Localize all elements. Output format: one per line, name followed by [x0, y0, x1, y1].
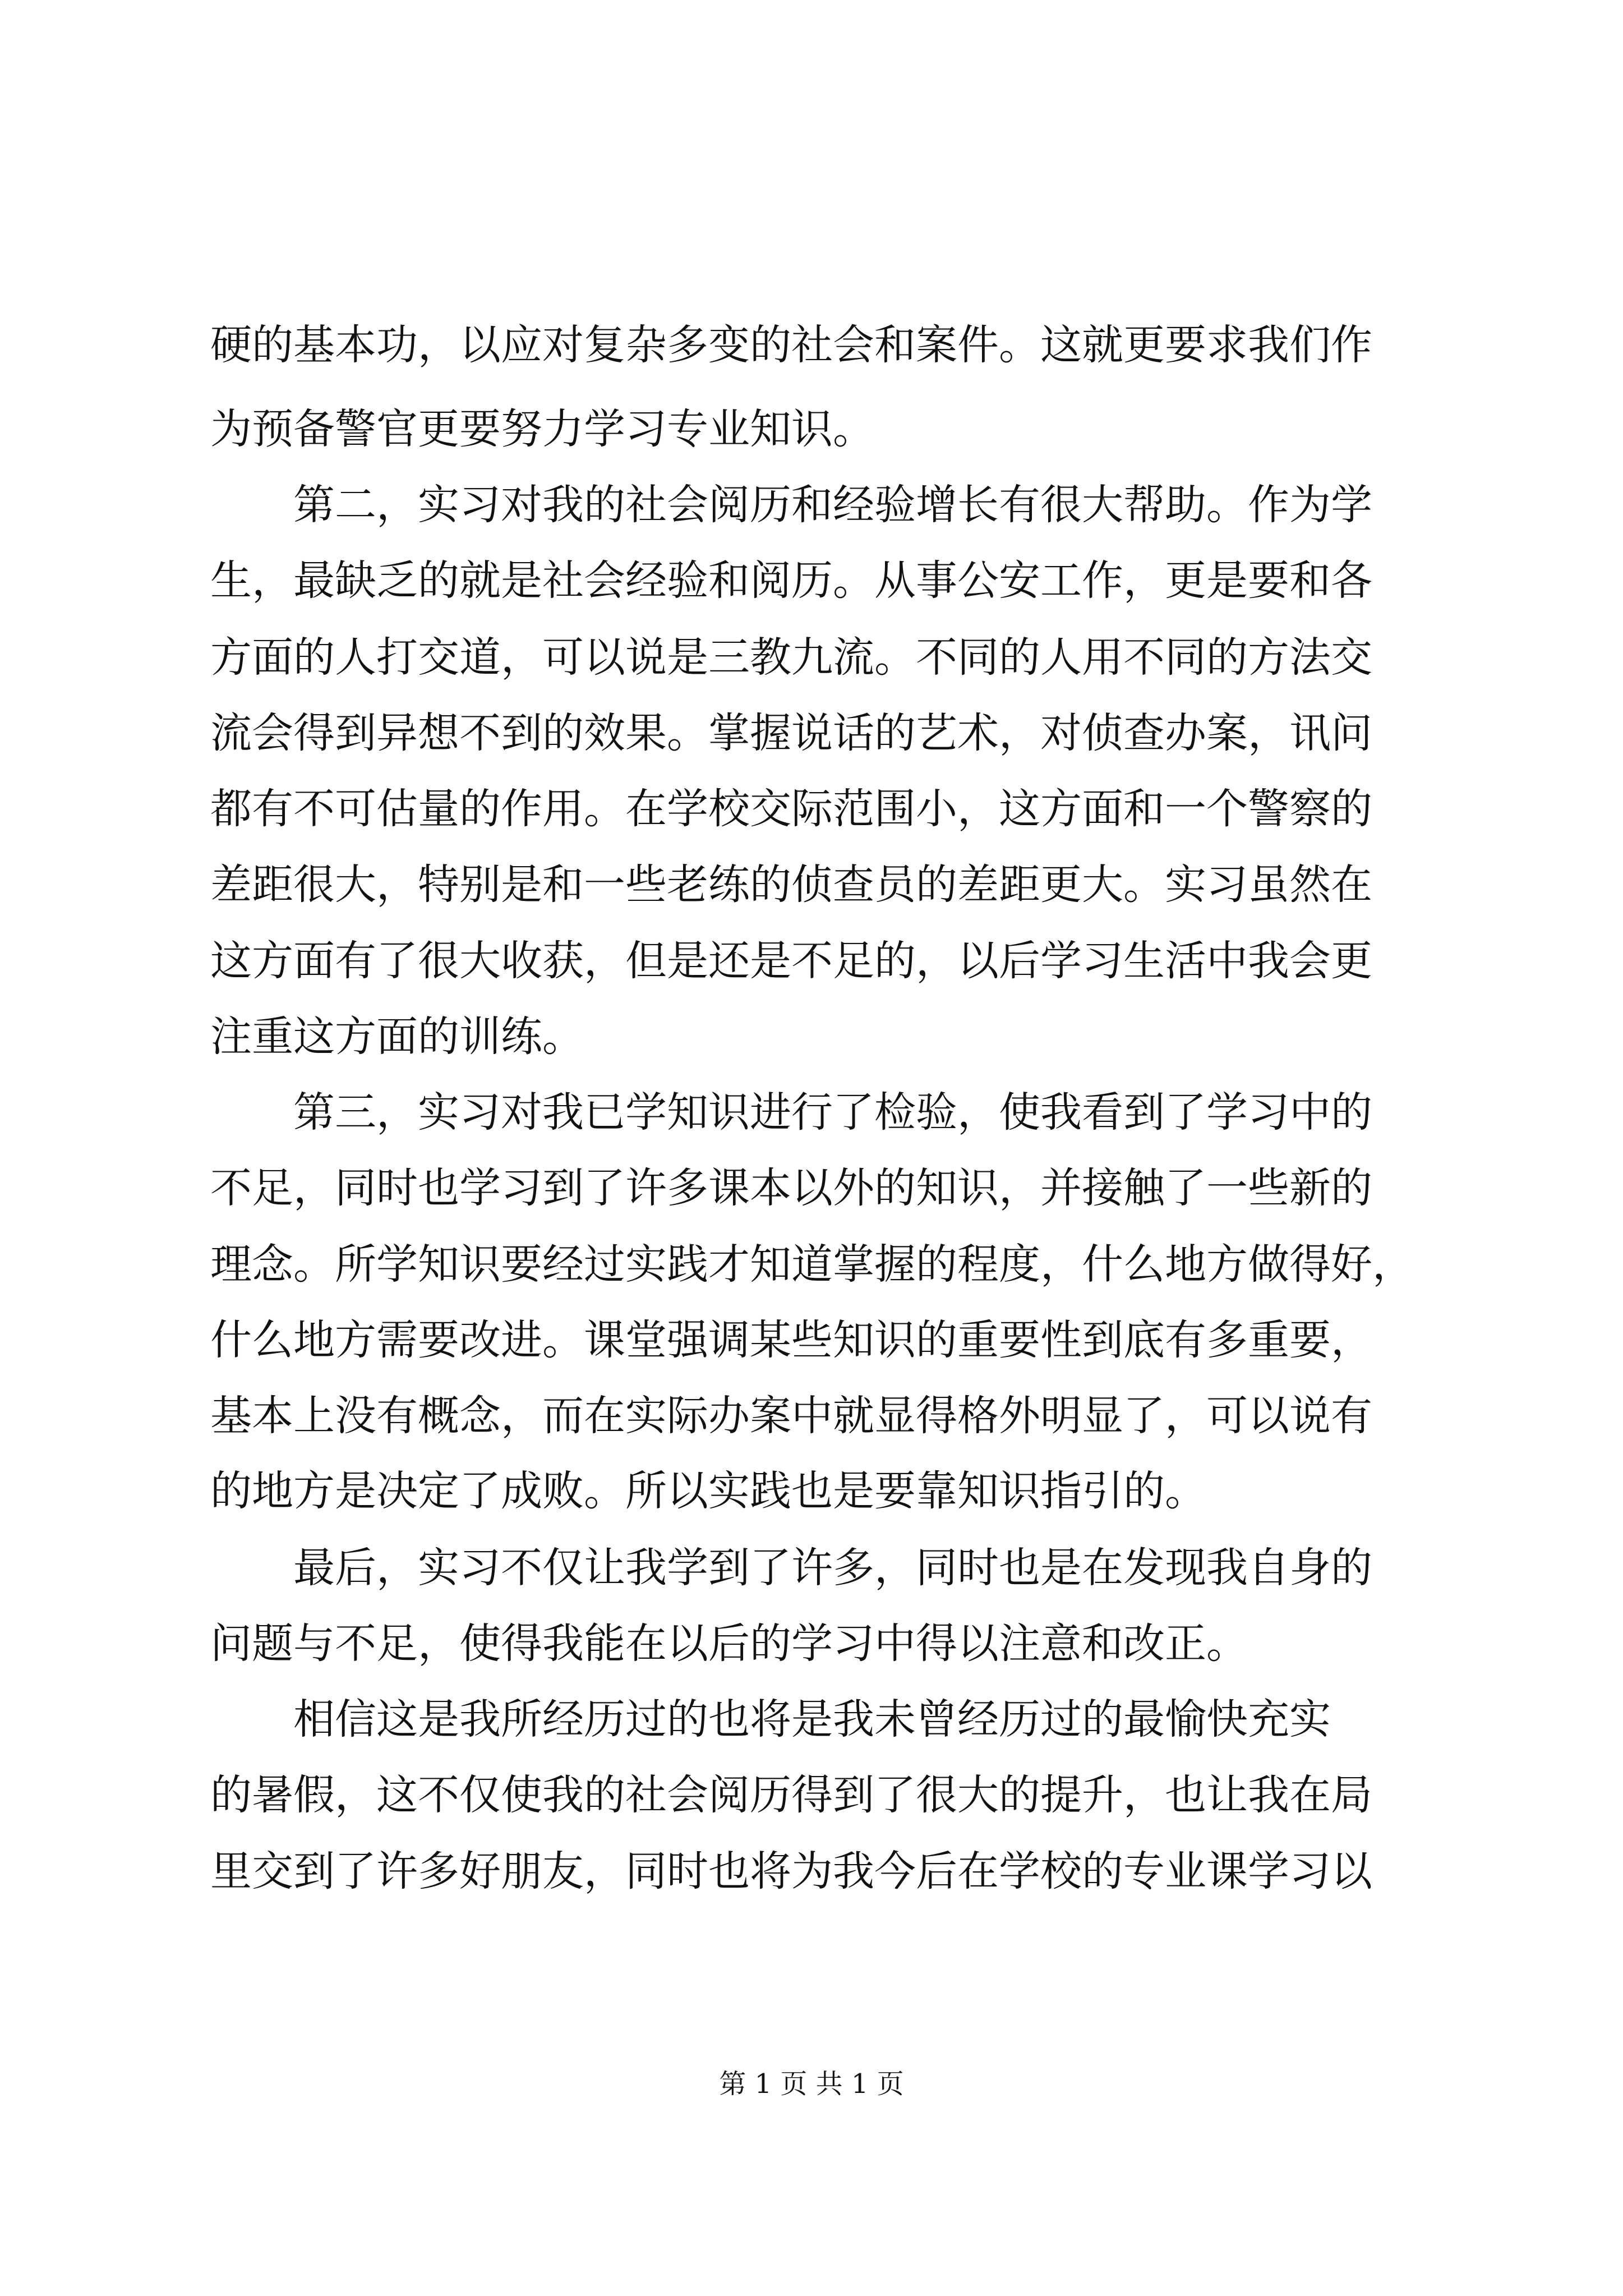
text-line: 问题与不足，使得我能在以后的学习中得以注意和改正。 [210, 1619, 1248, 1668]
text-line: 什么地方需要改进。课堂强调某些知识的重要性到底有多重要， [210, 1316, 1372, 1364]
text-line: 的暑假，这不仅使我的社会阅历得到了很大的提升，也让我在局 [210, 1771, 1372, 1819]
text-line: 方面的人打交道，可以说是三教九流。不同的人用不同的方法交 [210, 633, 1372, 682]
text-line: 为预备警官更要努力学习专业知识。 [210, 405, 874, 453]
text-line: 差距很大，特别是和一些老练的侦查员的差距更大。实习虽然在 [210, 861, 1372, 909]
text-line: 第三，实习对我已学知识进行了检验，使我看到了学习中的 [210, 1088, 1372, 1137]
text-line: 都有不可估量的作用。在学校交际范围小，这方面和一个警察的 [210, 785, 1372, 833]
text-line: 第二，实习对我的社会阅历和经验增长有很大帮助。作为学 [210, 481, 1372, 529]
text-line: 里交到了许多好朋友，同时也将为我今后在学校的专业课学习以 [210, 1847, 1372, 1895]
text-line: 的地方是决定了成败。所以实践也是要靠知识指引的。 [210, 1467, 1206, 1515]
text-line: 这方面有了很大收获，但是还是不足的，以后学习生活中我会更 [210, 937, 1372, 985]
text-line: 理念。所学知识要经过实践才知道掌握的程度，什么地方做得好， [210, 1240, 1414, 1289]
text-line: 硬的基本功，以应对复杂多变的社会和案件。这就更要求我们作 [210, 321, 1372, 369]
page-footer: 第 1 页 共 1 页 [719, 2068, 904, 2100]
text-line: 最后，实习不仅让我学到了许多，同时也是在发现我自身的 [210, 1544, 1372, 1592]
text-line: 基本上没有概念，而在实际办案中就显得格外明显了，可以说有 [210, 1392, 1372, 1440]
text-line: 相信这是我所经历过的也将是我未曾经历过的最愉快充实 [210, 1695, 1331, 1743]
text-line: 不足，同时也学习到了许多课本以外的知识，并接触了一些新的 [210, 1164, 1372, 1212]
text-line: 注重这方面的训练。 [210, 1013, 584, 1061]
text-line: 生，最缺乏的就是社会经验和阅历。从事公安工作，更是要和各 [210, 556, 1372, 605]
text-line: 流会得到异想不到的效果。掌握说话的艺术，对侦查办案，讯问 [210, 709, 1372, 757]
